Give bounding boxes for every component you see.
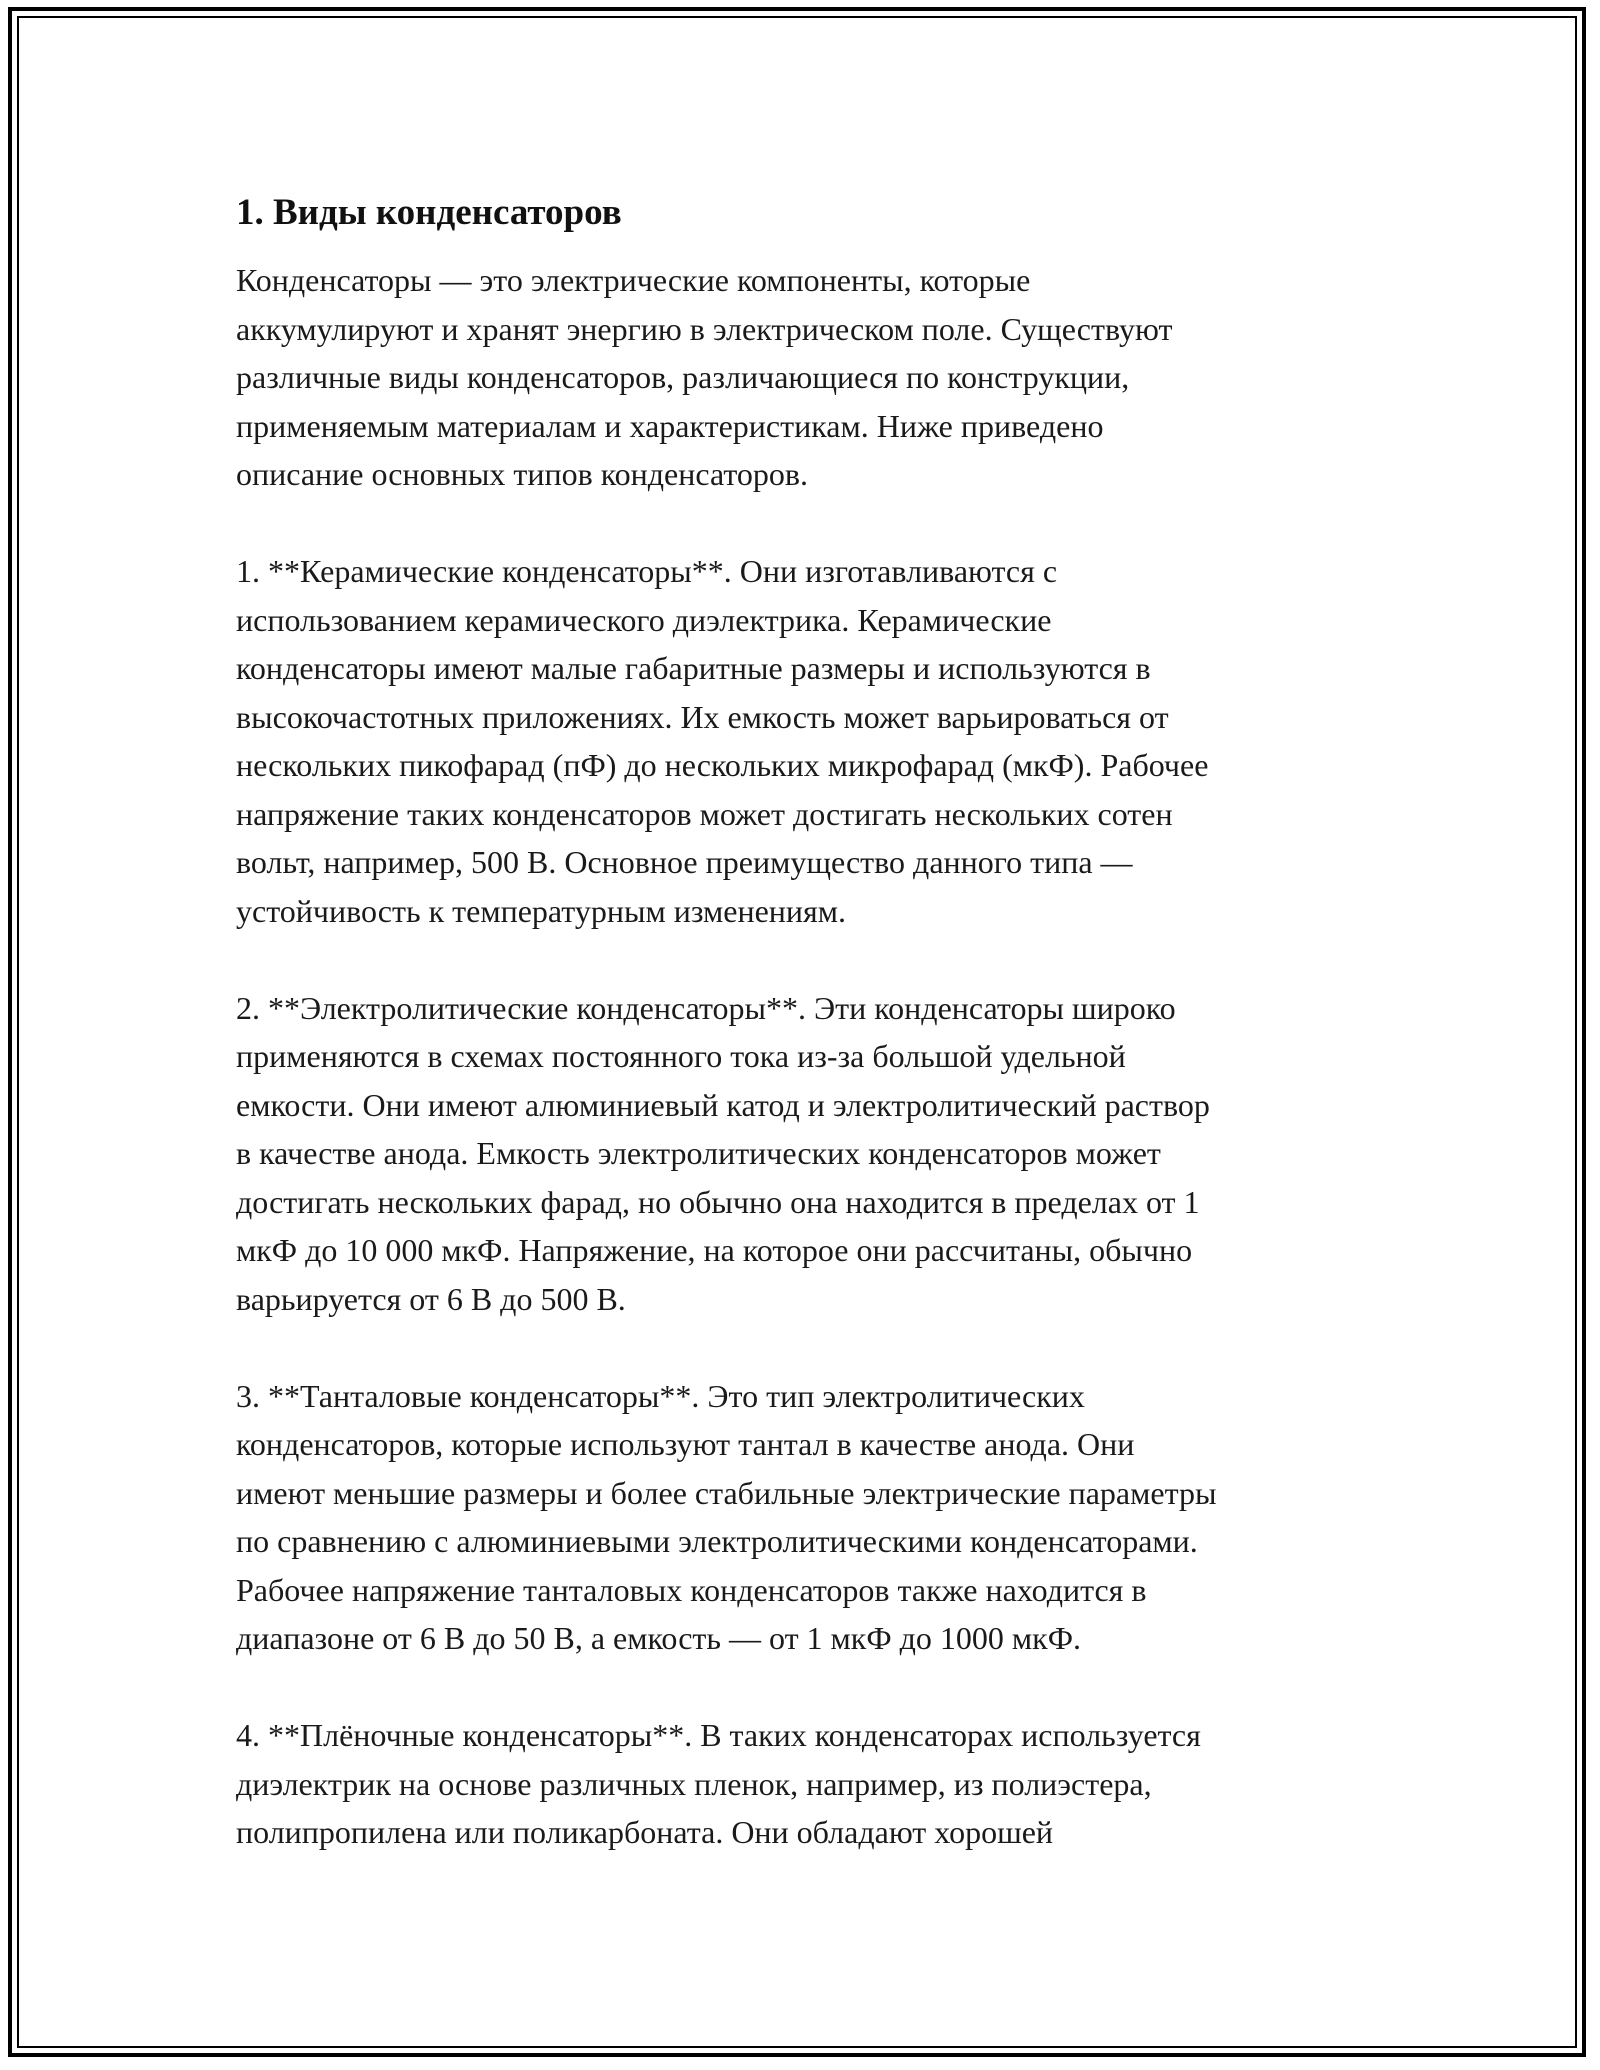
text-line: 3. **Танталовые конденсаторы**. Это тип электролитических xyxy=(236,1377,1085,1414)
text-line: вольт, например, 500 В. Основное преимущество данного типа — xyxy=(236,844,1133,880)
paragraph-electrolytic xyxy=(236,984,1366,1324)
document-page xyxy=(236,186,1366,1857)
text-line: Конденсаторы — это электрические компоненты, которые xyxy=(236,262,1031,298)
paragraph-tantalum xyxy=(236,1372,1366,1663)
text-line: аккумулируют и хранят энергию в электрическом поле. Существуют xyxy=(236,310,1173,347)
text-line: напряжение таких конденсаторов может достигать нескольких сотен xyxy=(236,795,1173,832)
text-line: конденсаторов, которые используют тантал в качестве анода. Они xyxy=(236,1426,1135,1462)
text-line: устойчивость к температурным изменениям. xyxy=(236,892,847,929)
text-line: полипропилена или поликарбоната. Они обладают хорошей xyxy=(236,1814,1054,1850)
text-line: диэлектрик на основе различных пленок, например, из полиэстера, xyxy=(236,1765,1152,1802)
text-line: конденсаторы имеют малые габаритные размеры и используются в xyxy=(236,650,1151,686)
text-line: диапазоне от 6 В до 50 В, а емкость — от 1 мкФ до 1000 мкФ. xyxy=(236,1620,1081,1656)
text-line: емкости. Они имеют алюминиевый катод и электролитический раствор xyxy=(236,1086,1210,1123)
text-line: достигать нескольких фарад, но обычно она находится в пределах от 1 xyxy=(236,1183,1200,1220)
text-line: имеют меньшие размеры и более стабильные электрические параметры xyxy=(236,1474,1217,1511)
text-line: высокочастотных приложениях. Их емкость может варьироваться от xyxy=(236,698,1169,735)
text-line: использованием керамического диэлектрика. Керамические xyxy=(236,601,1052,638)
text-line: описание основных типов конденсаторов. xyxy=(236,456,808,492)
text-line: Рабочее напряжение танталовых конденсаторов также находится в xyxy=(236,1571,1147,1608)
text-line: в качестве анода. Емкость электролитических конденсаторов может xyxy=(236,1135,1161,1171)
text-line: применяемым материалам и характеристикам. Ниже приведено xyxy=(236,407,1104,444)
text-line: варьируется от 6 В до 500 В. xyxy=(236,1280,626,1317)
text-line: 1. **Керамические конденсаторы**. Они изготавливаются с xyxy=(236,553,1058,589)
text-line: различные виды конденсаторов, различающиеся по конструкции, xyxy=(236,359,1130,395)
text-line: по сравнению с алюминиевыми электролитическими конденсаторами. xyxy=(236,1523,1198,1559)
text-line: нескольких пикофарад (пФ) до нескольких микрофарад (мкФ). Рабочее xyxy=(236,747,1209,783)
paragraph-ceramic xyxy=(236,547,1366,935)
text-line: 4. **Плёночные конденсаторы**. В таких конденсаторах используется xyxy=(236,1717,1201,1753)
section-heading: 1. Виды конденсаторов xyxy=(236,192,622,233)
paragraph-film xyxy=(236,1711,1366,1857)
text-line: применяются в схемах постоянного тока из-за большой удельной xyxy=(236,1038,1126,1074)
text-line: 2. **Электролитические конденсаторы**. Эти конденсаторы широко xyxy=(236,989,1176,1026)
paragraph-intro xyxy=(236,256,1366,499)
text-line: мкФ до 10 000 мкФ. Напряжение, на которое они рассчитаны, обычно xyxy=(236,1232,1193,1268)
